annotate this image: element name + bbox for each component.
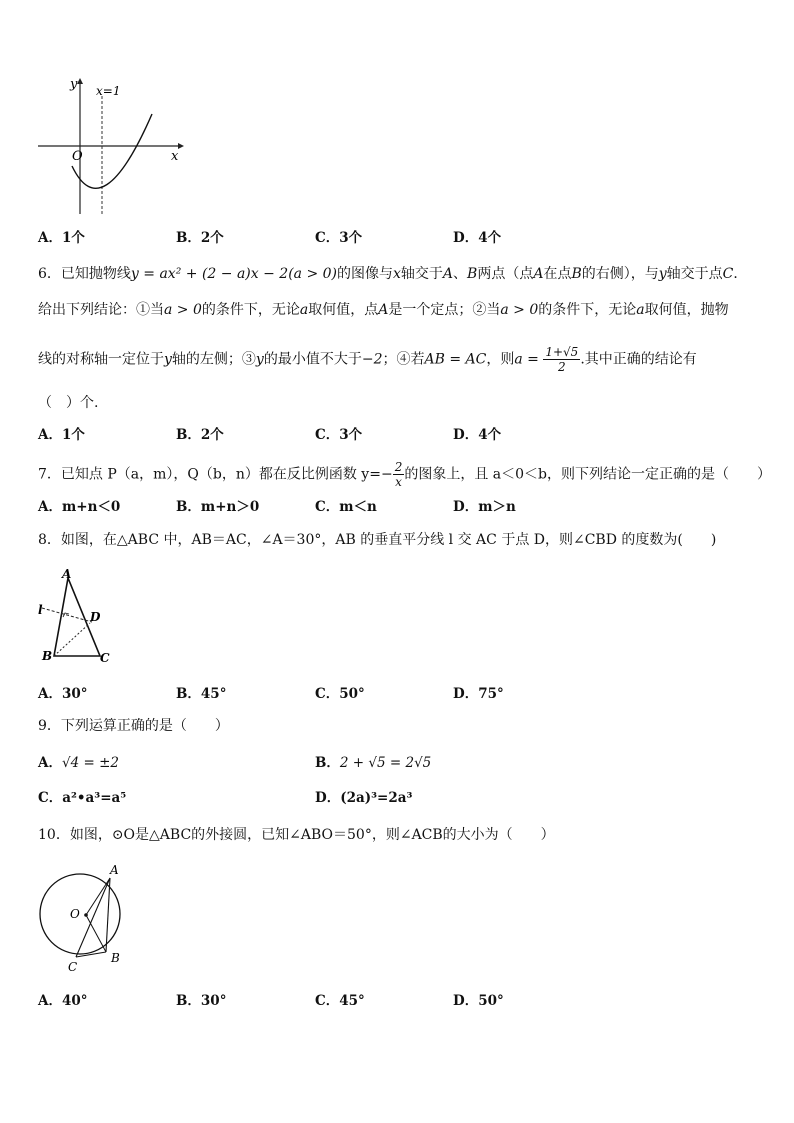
q6-fraction: $\frac{1+√5}{2}$ — [545, 345, 579, 374]
q6-line-1: 6．已知抛物线y = ax² + (2 − a)x − 2(a > 0)的图像与x轴交于A、B两点（点A在点B的右侧），与y轴交于点C． — [38, 266, 748, 282]
q6-option-a: A．1个 — [38, 427, 85, 443]
q10-option-b: B．30° — [176, 993, 227, 1009]
q6-option-b: B．2个 — [176, 427, 224, 443]
parabola-figure — [32, 74, 192, 220]
q8-option-a: A．30° — [38, 686, 88, 702]
vertex-a-label: A — [62, 567, 72, 581]
segment-oa — [86, 878, 110, 915]
q10-option-c: C．45° — [315, 993, 365, 1009]
q8-option-d: D．75° — [453, 686, 504, 702]
x-axis-arrow — [178, 143, 184, 149]
q10-option-d: D．50° — [453, 993, 504, 1009]
q7-option-d: D．m＞n — [453, 499, 516, 515]
q7-option-b: B．m+n＞0 — [176, 499, 260, 515]
q5-option-c: C．3个 — [315, 230, 363, 246]
q5-option-a: A．1个 — [38, 230, 85, 246]
origin-label: O — [72, 149, 83, 164]
center-o-label: O — [70, 907, 80, 921]
q7-option-a: A．m+n＜0 — [38, 499, 121, 515]
q8-text: 8．如图，在△ABC 中，AB＝AC，∠A＝30°，AB 的垂直平分线 l 交 AC 于点 D，则∠CBD 的度数为( ) — [38, 532, 717, 548]
q6-line-2: 给出下列结论：①当a > 0的条件下，无论a取何值，点A是一个定点；②当a > 0的条件下，无论a取何值，抛物 — [38, 302, 729, 318]
x-axis-label: x — [171, 149, 179, 164]
q9-option-a: A．√4 = ±2 — [38, 755, 119, 771]
q7-text: 7．已知点 P（a，m），Q（b，n）都在反比例函数 y=− $\frac{2}{x}$ 的图象上，且 a＜0＜b，则下列结论一定正确的是（ ） — [38, 460, 771, 489]
q6-line-4: （ ）个. — [38, 395, 99, 411]
q7-fraction: $\frac{2}{x}$ — [394, 460, 403, 489]
q8-option-b: B．45° — [176, 686, 227, 702]
q5-option-b: B．2个 — [176, 230, 224, 246]
q7-option-c: C．m＜n — [315, 499, 377, 515]
q9-option-b: B．2 + √5 = 2√5 — [315, 755, 432, 771]
symmetry-line-label: x=1 — [96, 84, 121, 98]
vertex-b-label: B — [42, 649, 53, 663]
q9-text: 9．下列运算正确的是（ ） — [38, 718, 229, 734]
q9-option-c: C．a²•a³=a⁵ — [38, 790, 127, 806]
line-l-label: l — [38, 603, 43, 617]
triangle-figure — [32, 566, 122, 666]
y-axis-label: y — [70, 77, 78, 92]
q9-option-d: D．(2a)³=2a³ — [315, 790, 413, 806]
q10-option-a: A．40° — [38, 993, 88, 1009]
q8-option-c: C．50° — [315, 686, 365, 702]
y-axis-arrow — [77, 78, 83, 84]
vertex-c-label: C — [100, 651, 110, 665]
segment-ob — [86, 915, 106, 952]
point-d-label: D — [90, 610, 101, 624]
parabola-curve — [72, 114, 152, 188]
point-c-label: C — [68, 960, 78, 974]
q10-text: 10．如图，⊙O是△ABC的外接圆，已知∠ABO＝50°，则∠ACB的大小为（ ） — [38, 827, 555, 843]
q6-parabola-expr: y = ax² + (2 − a)x − 2(a > 0) — [130, 266, 337, 282]
q6-line-3: 线的对称轴一定位于y轴的左侧；③y的最小值不大于−2；④若AB = AC，则a = $\frac{1+√5}{2}$ .其中正确的结论有 — [38, 345, 697, 374]
point-a-label: A — [110, 863, 119, 877]
q5-option-d: D．4个 — [453, 230, 502, 246]
q6-option-c: C．3个 — [315, 427, 363, 443]
circle-figure — [32, 860, 142, 975]
center-point — [84, 913, 88, 917]
point-b-label: B — [111, 951, 120, 965]
q6-option-d: D．4个 — [453, 427, 502, 443]
